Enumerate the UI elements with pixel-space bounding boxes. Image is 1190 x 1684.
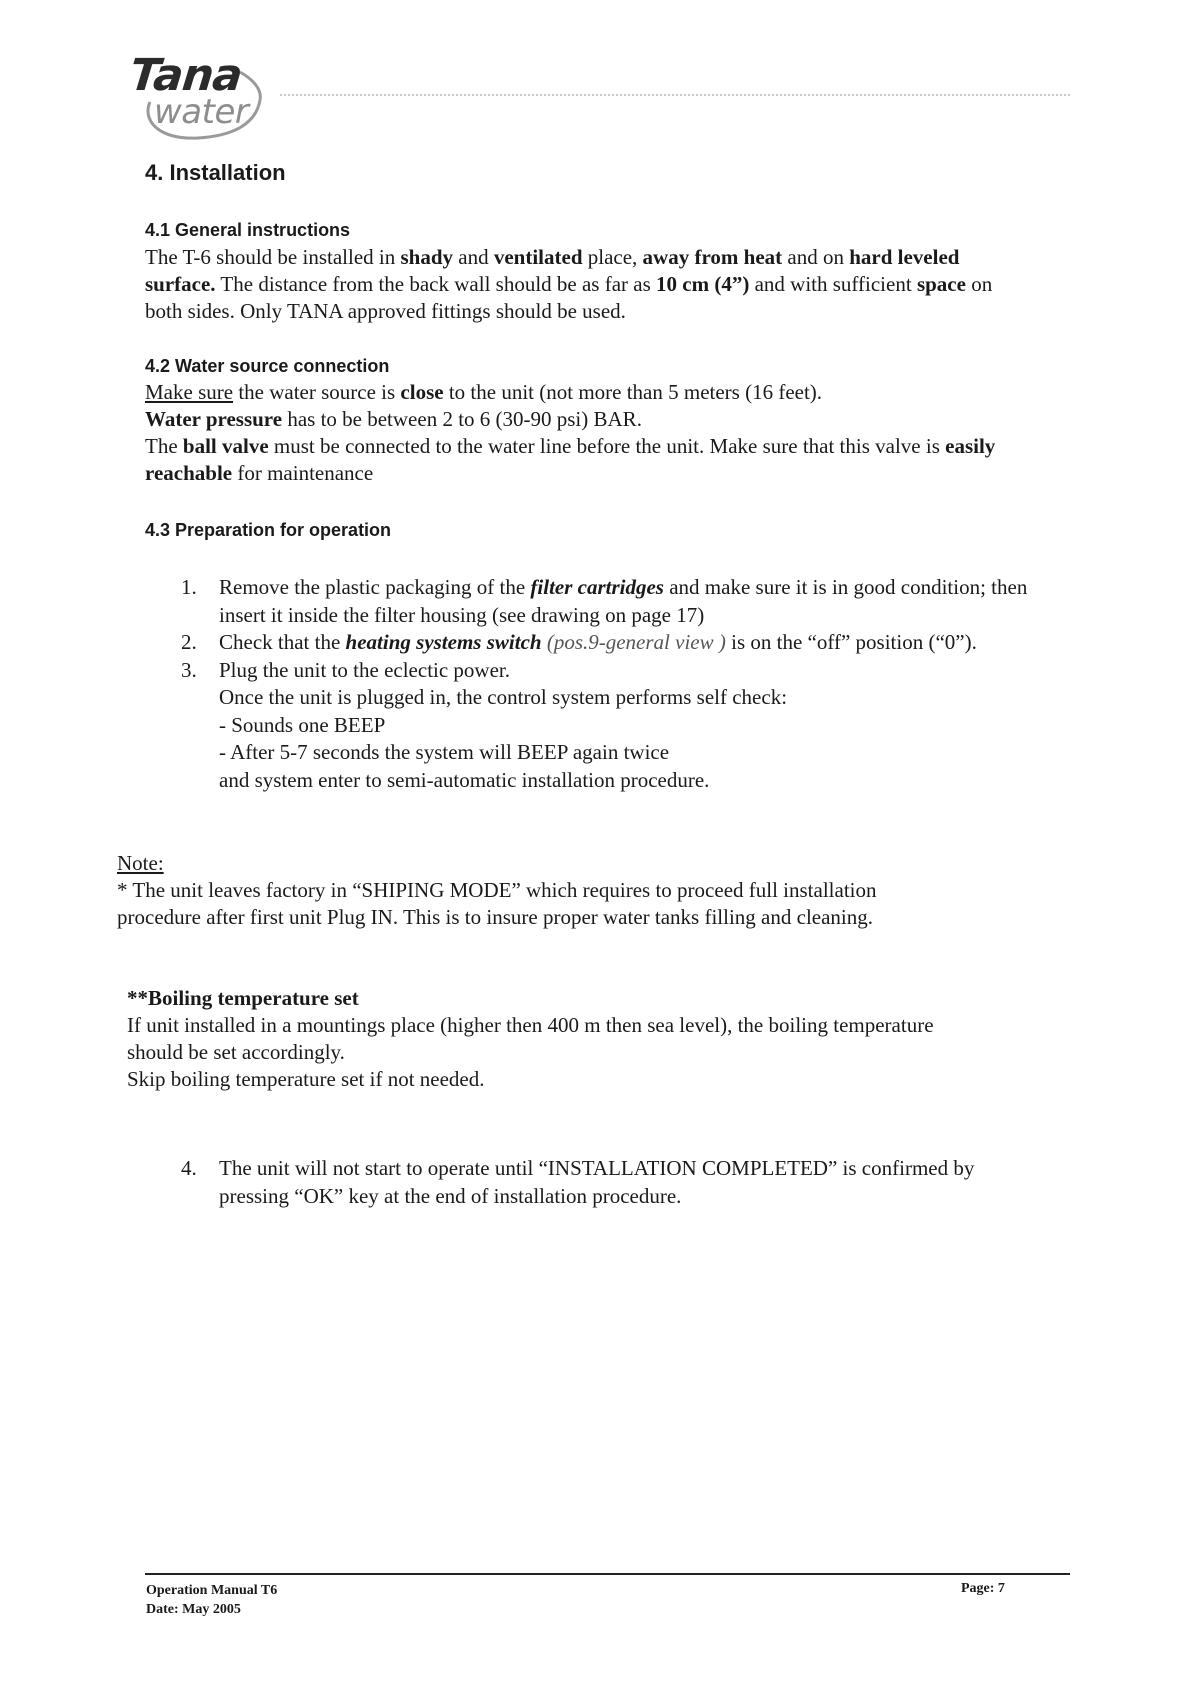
list-item: 2. Check that the heating systems switch (pos.9-general view ) is on the “off” position (“0”).: [181, 630, 977, 654]
page-number: Page: 7: [961, 1581, 1005, 1596]
note-block: [117, 850, 1017, 931]
boiling-title: **Boiling temperature set: [127, 986, 359, 1010]
footer-manual: Operation Manual T6: [146, 1583, 278, 1598]
section-4-3-title: 4.3 Preparation for operation: [145, 520, 392, 540]
list-item: 4. The unit will not start to operate until “INSTALLATION COMPLETED” is confirmed by pressing “OK” key at the end of installation procedure.: [181, 1156, 975, 1208]
logo-brand-bottom: water: [154, 92, 249, 132]
final-step-list: [145, 1155, 1005, 1210]
footer-date: Date: May 2005: [146, 1602, 241, 1617]
section-4-2-body: Make sure the water source is close to the unit (not more than 5 meters (16 feet). Water pressure has to be between 2 to 6 (30-90 psi) BAR. The ball valve must be connected to the water line before the unit. Make sure that this valve is easily reachable for maintenance: [145, 380, 996, 485]
section-4-1-body: The T-6 should be installed in shady and ventilated place, away from heat and on hard leveled surface. The distance from the back wall should be as far as 10 cm (4”) and with sufficient space on both sides. Only TANA approved fittings should be used.: [145, 245, 993, 323]
header-divider: [280, 94, 1070, 96]
footer-divider: [145, 1573, 1070, 1575]
preparation-steps-list: [145, 574, 1045, 794]
note-label: Note:: [117, 851, 164, 875]
note-text: * The unit leaves factory in “SHIPING MODE” which requires to proceed full installation procedure after first unit Plug IN. This is to insure proper water tanks filling and cleaning.: [117, 878, 877, 929]
section-4-2-title: 4.2 Water source connection: [145, 356, 390, 376]
list-item: 1. Remove the plastic packaging of the filter cartridges and make sure it is in good condition; then insert it inside the filter housing (see drawing on page 17): [181, 575, 1028, 627]
boiling-line-2: Skip boiling temperature set if not needed.: [127, 1067, 485, 1091]
page-title: 4. Installation: [145, 160, 286, 185]
footer-info: [146, 1581, 277, 1619]
tana-water-logo: [128, 50, 278, 146]
logo-brand-top: Tana: [127, 50, 245, 101]
section-4-1-title: 4.1 General instructions: [145, 220, 351, 240]
boiling-line-1: If unit installed in a mountings place (higher then 400 m then sea level), the boiling temperature should be set accordingly.: [127, 1013, 934, 1064]
list-item: 3. Plug the unit to the eclectic power. Once the unit is plugged in, the control system performs self check: - Sounds one BEEP - After 5-7 seconds the system will BEEP again twice and system enter to semi-automatic installation procedure.: [181, 657, 788, 792]
boiling-section: [127, 985, 957, 1093]
